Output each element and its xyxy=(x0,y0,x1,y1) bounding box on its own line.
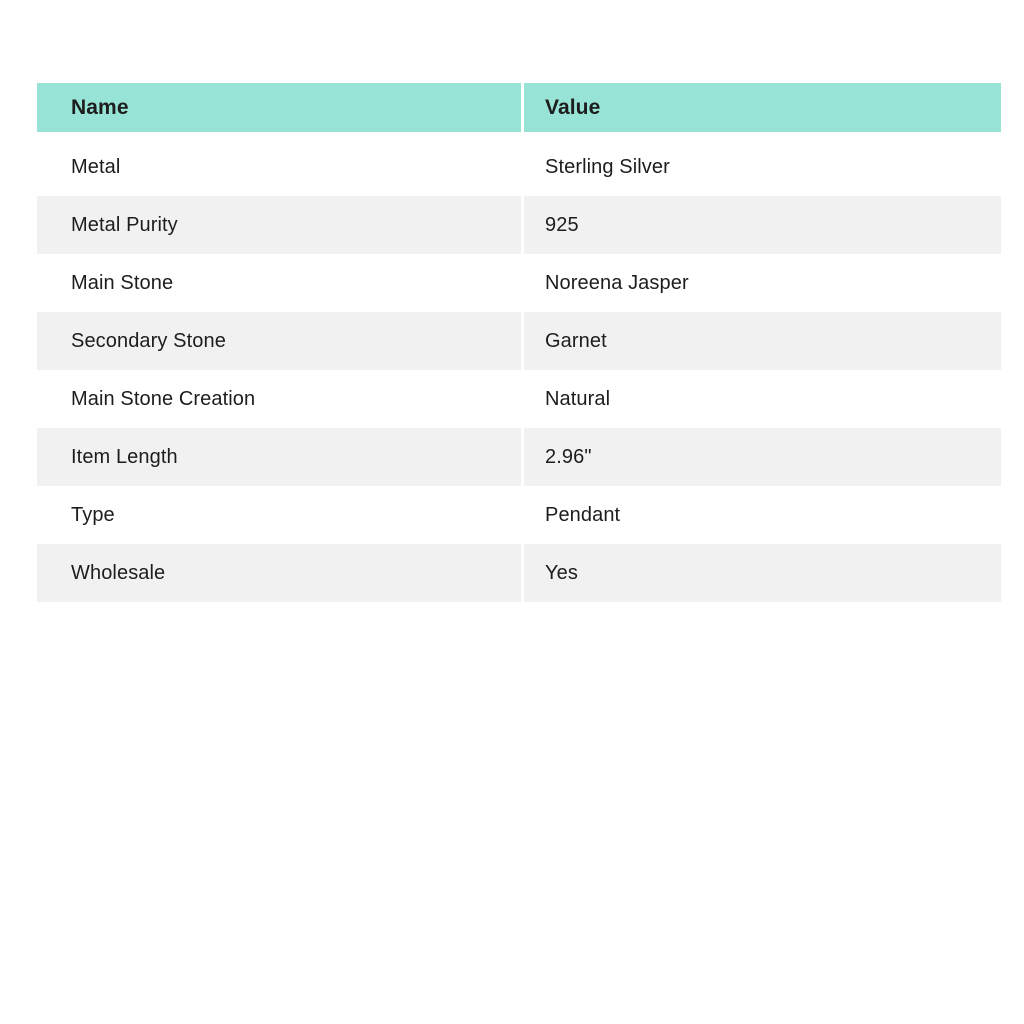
column-header-value: Value xyxy=(524,83,1001,132)
spec-value-cell: Garnet xyxy=(524,312,1001,370)
spec-value-cell: 925 xyxy=(524,196,1001,254)
table-row xyxy=(37,254,1001,312)
column-header-name: Name xyxy=(37,83,524,132)
spec-value-cell: Pendant xyxy=(545,503,621,526)
spec-name-cell: Type xyxy=(37,486,524,544)
spec-value-cell: Sterling Silver xyxy=(545,155,670,178)
table-row xyxy=(37,196,1001,254)
spec-name-cell: Wholesale xyxy=(37,544,524,602)
table-row xyxy=(37,370,1001,428)
table-row xyxy=(37,428,1001,486)
spec-value-cell: Natural xyxy=(545,387,611,410)
spec-name-cell: Main Stone xyxy=(37,254,524,312)
spec-name-cell: Metal Purity xyxy=(37,196,524,254)
spec-value-cell: Yes xyxy=(524,544,1001,602)
spec-name-cell: Secondary Stone xyxy=(37,312,524,370)
spec-name-cell: Item Length xyxy=(37,428,524,486)
spec-value-cell: 2.96" xyxy=(524,428,1001,486)
spec-name-cell: Main Stone Creation xyxy=(37,370,524,428)
table-row xyxy=(37,544,1001,602)
spec-name-cell: Metal xyxy=(37,138,524,196)
table-row xyxy=(37,312,1001,370)
table-header-row xyxy=(37,83,1001,132)
table-row xyxy=(37,486,1001,544)
item-specifics-table xyxy=(37,83,1001,602)
spec-value-cell: Noreena Jasper xyxy=(545,271,689,294)
table-row xyxy=(37,138,1001,196)
